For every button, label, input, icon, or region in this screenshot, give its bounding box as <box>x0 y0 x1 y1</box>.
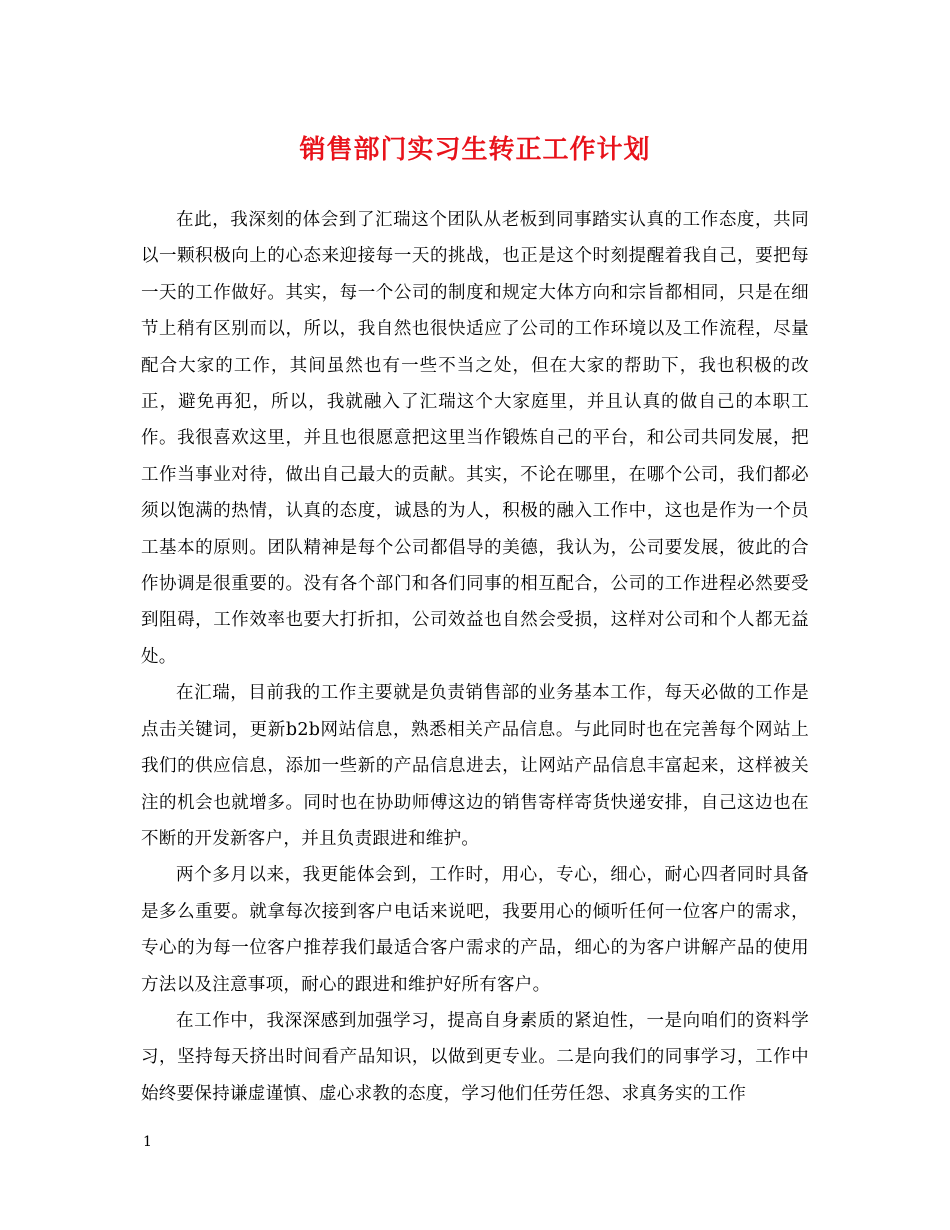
paragraph-2: 在汇瑞，目前我的工作主要就是负责销售部的业务基本工作，每天必做的工作是点击关键词，更新b2b网站信息，熟悉相关产品信息。与此同时也在完善每个网站上我们的供应信息，添加一些新的产品信息进去，让网站产品信息丰富起来，这样被关注的机会也就增多。同时也在协助师傅这边的销售寄样寄货快递安排，自己这边也在不断的开发新客户，并且负责跟进和维护。 <box>141 683 809 849</box>
paragraph-3: 两个多月以来，我更能体会到，工作时，用心，专心，细心，耐心四者同时具备是多么重要。就拿每次接到客户电话来说吧，我要用心的倾听任何一位客户的需求，专心的为每一位客户推荐我们最适合客户需求的产品，细心的为客户讲解产品的使用方法以及注意事项，耐心的跟进和维护好所有客户。 <box>141 865 809 995</box>
document-title: 销售部门实习生转正工作计划 <box>299 135 651 165</box>
document-body <box>141 202 809 1112</box>
paragraph-4: 在工作中，我深深感到加强学习，提高自身素质的紧迫性，一是向咱们的资料学习，坚持每天挤出时间看产品知识，以做到更专业。二是向我们的同事学习，工作中始终要保持谦虚谨慎、虚心求教的态度，学习他们任劳任怨、求真务实的工作 <box>141 1010 809 1104</box>
page-number: 1 <box>143 1134 152 1150</box>
paragraph-1: 在此，我深刻的体会到了汇瑞这个团队从老板到同事踏实认真的工作态度，共同以一颗积极向上的心态来迎接每一天的挑战，也正是这个时刻提醒着我自己，要把每一天的工作做好。其实，每一个公司的制度和规定大体方向和宗旨都相同，只是在细节上稍有区别而以，所以，我自然也很快适应了公司的工作环境以及工作流程，尽量配合大家的工作，其间虽然也有一些不当之处，但在大家的帮助下，我也积极的改正，避免再犯，所以，我就融入了汇瑞这个大家庭里，并且认真的做自己的本职工作。我很喜欢这里，并且也很愿意把这里当作锻炼自己的平台，和公司共同发展，把工作当事业对待，做出自己最大的贡献。其实，不论在哪里，在哪个公司，我们都必须以饱满的热情，认真的态度，诚恳的为人，积极的融入工作中，这也是作为一个员工基本的原则。团队精神是每个公司都倡导的美德，我认为，公司要发展，彼此的合作协调是很重要的。没有各个部门和各们同事的相互配合，公司的工作进程必然要受到阻碍，工作效率也要大打折扣，公司效益也自然会受损，这样对公司和个人都无益处。 <box>141 210 809 667</box>
